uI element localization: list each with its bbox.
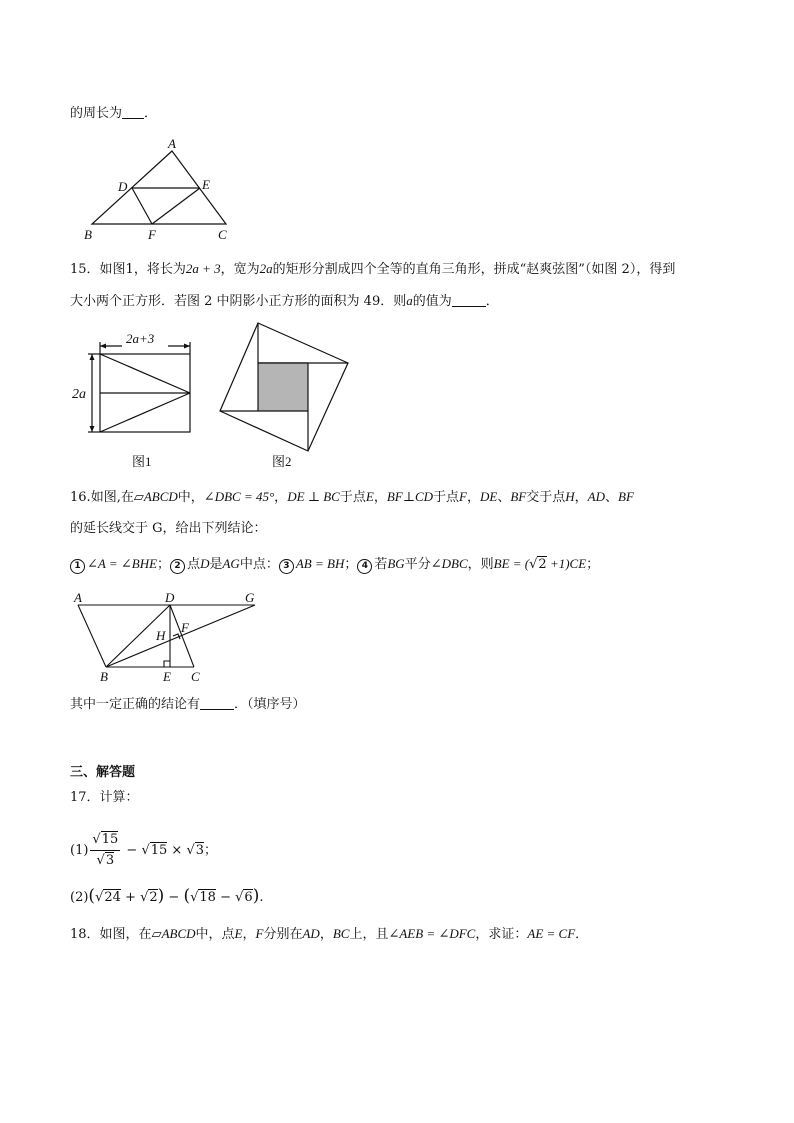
q14-tail-text: 的周长为 <box>70 106 123 121</box>
conclusion-2-marker: 2 <box>170 559 185 574</box>
fig1-caption: 图1 <box>132 454 152 469</box>
conclusion-2-pt-d: D <box>200 556 210 571</box>
label-d: D <box>118 179 128 194</box>
label-a: A <box>74 590 82 605</box>
q17-part1-label: (1) <box>70 843 89 858</box>
label-f: F <box>148 227 156 242</box>
q17-part2-root1: 24 <box>104 890 121 905</box>
q15-text-1c: 的矩形分割成四个全等的直角三角形，拼成“赵爽弦图”（如图 2），得到 <box>272 262 676 277</box>
q15-width-expr: 2a <box>259 261 273 276</box>
q15-text-1a: 如图1，将长为 <box>99 262 186 277</box>
conclusion-3: AB = BH <box>295 556 345 571</box>
q17-part1-root2: 3 <box>195 843 205 858</box>
q16-perp2: BF⊥CD <box>386 489 434 504</box>
q16-text-h: 、 <box>497 490 511 505</box>
q16-conclusions: 1 ∠A = ∠BHE； 2 点D是AG中点： 3 AB = BH； 4 若BG平分∠DBC，则BE = (√2 +1)CE； <box>70 554 599 575</box>
q16-line1 <box>70 487 634 508</box>
q16-text-j: ， <box>574 490 588 505</box>
side-ab <box>78 605 106 667</box>
fig1-left-label: 2a <box>72 387 86 402</box>
q16-number: 16. <box>70 490 91 505</box>
q15-text-1b: ，宽为 <box>220 262 260 277</box>
conclusion-4-seg-bg: BG <box>387 556 405 571</box>
label-b: B <box>84 227 92 242</box>
conclusion-4-sqrt: 2 <box>538 557 547 572</box>
q16-answer-text: 其中一定正确的结论有 <box>70 697 201 712</box>
q18-proof-goal: AE = CF <box>527 926 576 941</box>
q15-end: ． <box>485 294 499 309</box>
q15-figure-1 <box>68 328 198 473</box>
q18-para-name: ABCD <box>161 926 196 941</box>
parallelogram-symbol: ▱ <box>151 927 162 942</box>
label-h: H <box>156 628 166 643</box>
q16-text-a: 如图,在 <box>90 490 134 505</box>
plus-sign: + <box>120 890 141 905</box>
q16-pt-e: E <box>365 489 374 504</box>
conclusion-4-text-a: 若 <box>374 557 388 572</box>
q16-text-d: 于点 <box>339 490 366 505</box>
q14-answer-blank[interactable] <box>122 104 144 119</box>
q17-part1-fraction: $\frac{√15}{√3}$ <box>92 832 119 868</box>
conclusion-3-end: ； <box>344 557 358 572</box>
label-b: B <box>100 669 108 684</box>
q18-text-a: 如图，在 <box>99 927 152 942</box>
conclusion-4-text-b: 平分 <box>404 557 431 572</box>
q18-angle-eq: ∠AEB = ∠DFC <box>388 926 476 941</box>
conclusion-4-end: ； <box>586 557 600 572</box>
q15-length-expr: 2a + 3 <box>185 261 221 276</box>
conclusion-2-text-c: 中点： <box>239 557 279 572</box>
q15-line1 <box>70 259 675 280</box>
q16-seg-bf-2: BF <box>618 489 634 504</box>
parallelogram-symbol: ▱ <box>133 490 144 505</box>
conclusion-1: ∠A = ∠BHE <box>87 556 158 571</box>
q14-tail-line <box>70 104 157 124</box>
fig1-top-label: 2a+3 <box>126 331 155 346</box>
q18-pt-f: F <box>255 926 264 941</box>
times-sign: × <box>167 843 187 858</box>
middle-minus: − <box>164 890 184 905</box>
conclusion-2-text-a: 点 <box>187 557 201 572</box>
q15-number: 15． <box>70 262 100 277</box>
q16-seg-bf: BF <box>510 489 527 504</box>
fraction-numerator: 15 <box>101 832 119 847</box>
q16-seg-ad: AD <box>587 489 606 504</box>
q16-answer-blank[interactable] <box>200 695 234 710</box>
conclusion-4-expr-b: +1)CE <box>546 556 587 571</box>
q15-line2 <box>70 291 499 312</box>
q18-line <box>70 924 588 945</box>
q16-parallelogram-figure <box>70 588 270 684</box>
q16-text-line2: 的延长线交于 G，给出下列结论： <box>70 521 267 536</box>
q16-text-c: ， <box>274 490 288 505</box>
q18-text-b: 中，点 <box>195 927 235 942</box>
q18-text-f: 上，且 <box>349 927 389 942</box>
q18-end: ． <box>575 927 589 942</box>
shaded-small-square <box>258 362 308 411</box>
q17-part2-end: . <box>259 890 264 905</box>
conclusion-1-end: ； <box>157 557 171 572</box>
q16-para-name: ABCD <box>143 489 178 504</box>
conclusion-4-text-c: ，则 <box>467 557 494 572</box>
conclusion-4-expr-a: BE = ( <box>493 556 530 571</box>
q17-title: 计算： <box>99 790 139 805</box>
q17-part2-root4: 6 <box>244 890 253 905</box>
label-e: E <box>163 669 171 684</box>
q17-part1-end: ； <box>204 843 218 858</box>
q17-title-line <box>70 788 139 808</box>
q16-seg-de: DE <box>480 489 498 504</box>
conclusion-2-text-b: 是 <box>209 557 223 572</box>
q16-angle-expr: ∠DBC = 45° <box>203 489 275 504</box>
q15-var-a: a <box>406 293 413 308</box>
q16-line2 <box>70 519 267 539</box>
conclusion-1-marker: 1 <box>70 559 85 574</box>
q17-part1-root1: 15 <box>150 843 168 858</box>
label-g: G <box>245 590 255 605</box>
fig2-caption: 图2 <box>272 454 292 469</box>
q17-part2-root3: 18 <box>199 890 216 905</box>
q16-perp1: DE ⊥ BC <box>287 489 340 504</box>
q16-answer-line <box>70 695 306 715</box>
conclusion-2-seg-ag: AG <box>222 556 240 571</box>
q16-pt-f: F <box>459 489 467 504</box>
q17-number: 17． <box>70 790 100 805</box>
q15-answer-blank[interactable] <box>452 292 486 307</box>
q14-end: ． <box>144 106 158 121</box>
q17-part2: (2)(√24 + √2) − (√18 − √6). <box>70 886 264 906</box>
label-f: F <box>181 620 189 635</box>
q18-seg-bc: BC <box>332 926 350 941</box>
right-angle-e <box>164 661 170 667</box>
q17-part2-label: (2) <box>70 890 89 905</box>
label-c: C <box>191 669 200 684</box>
q15-text-2a: 大小两个正方形．若图 2 中阴影小正方形的面积为 49．则 <box>70 294 407 309</box>
conclusion-4-angle: ∠DBC <box>430 556 468 571</box>
q16-text-k: 、 <box>605 490 619 505</box>
q16-text-g: ， <box>466 490 480 505</box>
label-a: A <box>168 136 176 151</box>
minus-sign: − <box>122 843 142 858</box>
q16-text-f: 于点 <box>433 490 460 505</box>
q17-part2-root2: 2 <box>149 890 158 905</box>
label-e: E <box>202 177 210 192</box>
q17-part1: (1) $\frac{√15}{√3}$ − √15 × √3； <box>70 830 217 871</box>
q18-text-d: 分别在 <box>263 927 303 942</box>
q15-text-2b: 的值为 <box>412 294 452 309</box>
q18-seg-ad: AD <box>302 926 320 941</box>
q16-text-b: 中， <box>177 490 204 505</box>
q18-text-g: ，求证： <box>475 927 528 942</box>
line-bg <box>106 605 255 667</box>
segment-ef <box>152 188 200 224</box>
q16-text-e: ， <box>373 490 387 505</box>
label-d: D <box>165 590 175 605</box>
label-c: C <box>218 227 227 242</box>
q16-pt-h: H <box>565 489 575 504</box>
section-3-title: 三、解答题 <box>70 765 136 780</box>
q15-figure-2 <box>215 320 355 473</box>
q18-pt-e: E <box>234 926 243 941</box>
diag-1 <box>100 354 190 393</box>
conclusion-4-marker: 4 <box>357 559 372 574</box>
inner-minus: − <box>215 890 236 905</box>
segment-df <box>132 188 152 224</box>
q18-number: 18． <box>70 927 100 942</box>
q14-triangle-figure <box>80 136 240 242</box>
q16-text-i: 交于点 <box>526 490 566 505</box>
q18-text-c: ， <box>242 927 256 942</box>
q16-answer-suffix: ．（填序号） <box>234 697 306 712</box>
diag-2 <box>100 393 190 432</box>
q18-text-e: ， <box>319 927 333 942</box>
fraction-denominator: 3 <box>105 853 115 868</box>
conclusion-3-marker: 3 <box>279 559 294 574</box>
